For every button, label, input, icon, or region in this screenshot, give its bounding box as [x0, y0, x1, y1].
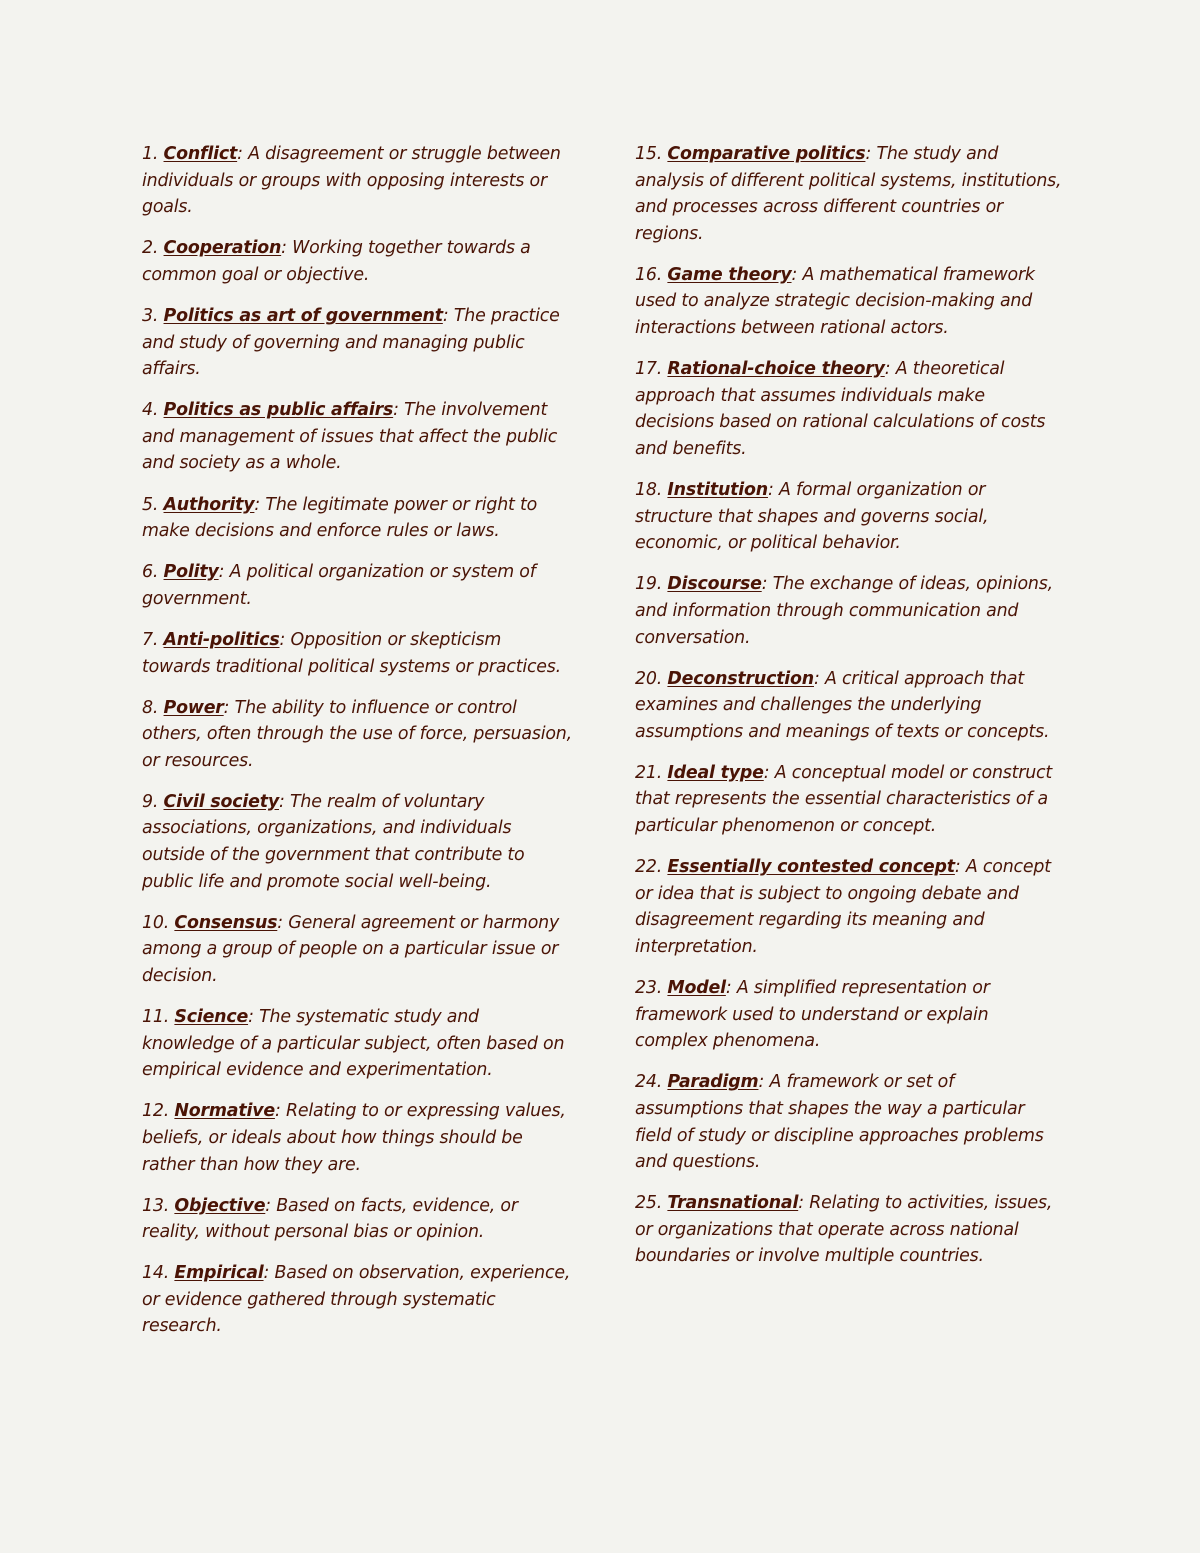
entry-term: Empirical [174, 1263, 264, 1284]
entry-term: Transnational [667, 1193, 799, 1214]
entry-term: Authority [163, 494, 255, 515]
entry-number: 4. [142, 400, 159, 421]
entry-number: 13. [142, 1195, 170, 1216]
entry-term: Institution [667, 480, 768, 501]
entry-definition: Opposition or skepticism towards traditional political systems or practices. [142, 629, 561, 677]
entry-number: 22. [635, 857, 663, 878]
glossary-entry: 22. Essentially contested concept: A concept or idea that is subject to ongoing debate and disagreement regarding its meaning and interpretation. [635, 857, 1051, 957]
entry-number: 21. [635, 762, 663, 783]
entry-number: 12. [142, 1101, 170, 1122]
entry-definition: Relating to activities, issues, or organizations that operate across national boundaries or involve multiple countries. [635, 1193, 1053, 1267]
glossary-entry: 3. Politics as art of government: The practice and study of governing and managing public affairs. [142, 305, 560, 380]
entry-term: Power [163, 697, 224, 718]
entry-term: Deconstruction [667, 668, 814, 689]
entry-term: Comparative politics [667, 144, 866, 164]
glossary-entry: 16. Game theory: A mathematical framework used to analyze strategic decision-making and interactions between rational actors. [635, 264, 1035, 339]
entry-definition: A critical approach that examines and challenges the underlying assumptions and meanings of texts or concepts. [635, 668, 1050, 742]
entry-definition: The involvement and management of issues that affect the public and society as a whole. [142, 400, 558, 474]
entry-number: 11. [142, 1007, 170, 1028]
entry-number: 2. [142, 238, 159, 259]
entry-term: Rational-choice theory [667, 359, 885, 380]
entry-definition: The study and analysis of different political systems, institutions, and processes across different countries or regions. [635, 144, 1062, 244]
entry-number: 20. [635, 668, 663, 689]
entry-number: 16. [635, 264, 663, 285]
glossary-entry: 20. Deconstruction: A critical approach that examines and challenges the underlying assumptions and meanings of texts or concepts. [635, 668, 1050, 742]
glossary-entry: 10. Consensus: General agreement or harmony among a group of people on a particular issue or decision. [142, 912, 560, 986]
entry-definition: A framework or set of assumptions that shapes the way a particular field of study or discipline approaches problems and questions. [635, 1072, 1044, 1173]
glossary-entry: 6. Polity: A political organization or system of government. [142, 562, 536, 609]
entry-definition: The legitimate power or right to make decisions and enforce rules or laws. [142, 494, 538, 542]
left-column [142, 141, 572, 1355]
entry-definition: A formal organization or structure that shapes and governs social, economic, or political behavior. [635, 480, 989, 554]
entry-definition: The ability to influence or control others, often through the use of force, persuasion, or resources. [142, 697, 572, 771]
entry-definition: The exchange of ideas, opinions, and information through communication and conversation. [635, 574, 1053, 648]
entry-definition: A simplified representation or framework used to understand or explain complex phenomena. [635, 978, 990, 1052]
entry-term: Normative [174, 1101, 275, 1122]
glossary-entry: 13. Objective: Based on facts, evidence, or reality, without personal bias or opinion. [142, 1195, 518, 1243]
entry-definition: A concept or idea that is subject to ongoing debate and disagreement regarding its meaning and interpretation. [635, 857, 1051, 957]
entry-term: Discourse [667, 574, 762, 595]
glossary-entry: 7. Anti-politics: Opposition or skepticism towards traditional political systems or practices. [142, 629, 561, 677]
entry-definition: A conceptual model or construct that represents the essential characteristics of a particular phenomenon or concept. [635, 762, 1053, 837]
entry-number: 14. [142, 1263, 170, 1284]
entry-definition: Based on observation, experience, or evidence gathered through systematic research. [142, 1263, 571, 1337]
entry-number: 18. [635, 480, 663, 501]
right-column [635, 141, 1065, 1284]
entry-number: 24. [635, 1072, 663, 1093]
glossary-entry: 15. Comparative politics: The study and analysis of different political systems, institutions, and processes across different countries or regions. [635, 144, 1062, 244]
entry-term: Paradigm [667, 1072, 759, 1093]
entry-definition: A political organization or system of government. [142, 562, 536, 609]
glossary-entry: 5. Authority: The legitimate power or right to make decisions and enforce rules or laws. [142, 494, 538, 542]
entry-number: 1. [142, 144, 159, 164]
entry-term: Anti-politics [163, 629, 280, 650]
glossary-entry: 12. Normative: Relating to or expressing values, beliefs, or ideals about how things should be rather than how they are. [142, 1101, 566, 1175]
entry-definition: General agreement or harmony among a group of people on a particular issue or decision. [142, 912, 560, 986]
entry-term: Politics as public affairs [163, 400, 394, 421]
entry-term: Objective [174, 1195, 266, 1216]
glossary-entry: 19. Discourse: The exchange of ideas, opinions, and information through communication and conversation. [635, 574, 1053, 648]
glossary-entry: 11. Science: The systematic study and knowledge of a particular subject, often based on empirical evidence and experimentation. [142, 1007, 565, 1081]
glossary-entry: 8. Power: The ability to influence or control others, often through the use of force, persuasion, or resources. [142, 697, 572, 771]
entry-definition: Relating to or expressing values, beliefs, or ideals about how things should be rather than how they are. [142, 1101, 566, 1175]
entry-number: 17. [635, 359, 663, 380]
entry-term: Politics as art of government [163, 305, 443, 326]
entry-term: Conflict [163, 144, 238, 164]
entry-definition: A theoretical approach that assumes individuals make decisions based on rational calculations of costs and benefits. [635, 359, 1046, 459]
glossary-entry: 21. Ideal type: A conceptual model or construct that represents the essential characteristics of a particular phenomenon or concept. [635, 762, 1053, 837]
entry-term: Science [174, 1007, 249, 1028]
glossary-entry: 2. Cooperation: Working together towards a common goal or objective. [142, 238, 531, 285]
entry-number: 6. [142, 562, 159, 583]
entry-number: 8. [142, 697, 159, 718]
entry-term: Essentially contested concept [667, 857, 955, 878]
glossary-entry: 9. Civil society: The realm of voluntary associations, organizations, and individuals outside of the government that contribute to public life and promote social well-being. [142, 791, 525, 892]
glossary-entry: 4. Politics as public affairs: The involvement and management of issues that affect the public and society as a whole. [142, 400, 558, 474]
entry-definition: Working together towards a common goal or objective. [142, 238, 531, 285]
entry-term: Cooperation [163, 238, 282, 259]
entry-number: 25. [635, 1193, 663, 1214]
entry-term: Model [667, 978, 726, 999]
entry-number: 5. [142, 494, 159, 515]
entry-number: 15. [635, 144, 663, 164]
entry-definition: The systematic study and knowledge of a particular subject, often based on empirical evidence and experimentation. [142, 1007, 565, 1081]
glossary-entry: 24. Paradigm: A framework or set of assumptions that shapes the way a particular field of study or discipline approaches problems and questions. [635, 1072, 1044, 1173]
entry-number: 19. [635, 574, 663, 595]
entry-definition: The practice and study of governing and managing public affairs. [142, 305, 560, 380]
glossary-entry: 18. Institution: A formal organization or structure that shapes and governs social, economic, or political behavior. [635, 480, 989, 554]
entry-definition: A mathematical framework used to analyze strategic decision-making and interactions between rational actors. [635, 264, 1035, 339]
entry-term: Consensus [174, 912, 278, 933]
entry-number: 9. [142, 791, 159, 812]
entry-definition: Based on facts, evidence, or reality, without personal bias or opinion. [142, 1195, 518, 1243]
glossary-entry: 25. Transnational: Relating to activities, issues, or organizations that operate across national boundaries or involve multiple countries. [635, 1193, 1053, 1267]
entry-term: Polity [163, 562, 219, 583]
glossary-entry: 23. Model: A simplified representation or framework used to understand or explain complex phenomena. [635, 978, 990, 1052]
entry-number: 3. [142, 305, 159, 326]
entry-definition: A disagreement or struggle between individuals or groups with opposing interests or goals. [142, 144, 561, 218]
entry-term: Civil society [163, 791, 279, 812]
glossary-entry: 1. Conflict: A disagreement or struggle between individuals or groups with opposing interests or goals. [142, 144, 561, 218]
entry-number: 7. [142, 629, 159, 650]
entry-definition: The realm of voluntary associations, organizations, and individuals outside of the government that contribute to public life and promote social well-being. [142, 791, 525, 892]
entry-number: 10. [142, 912, 170, 933]
glossary-entry: 17. Rational-choice theory: A theoretical approach that assumes individuals make decisions based on rational calculations of costs and benefits. [635, 359, 1046, 459]
entry-term: Ideal type [667, 762, 764, 783]
entry-number: 23. [635, 978, 663, 999]
entry-term: Game theory [667, 264, 792, 285]
glossary-entry: 14. Empirical: Based on observation, experience, or evidence gathered through systematic research. [142, 1263, 571, 1337]
